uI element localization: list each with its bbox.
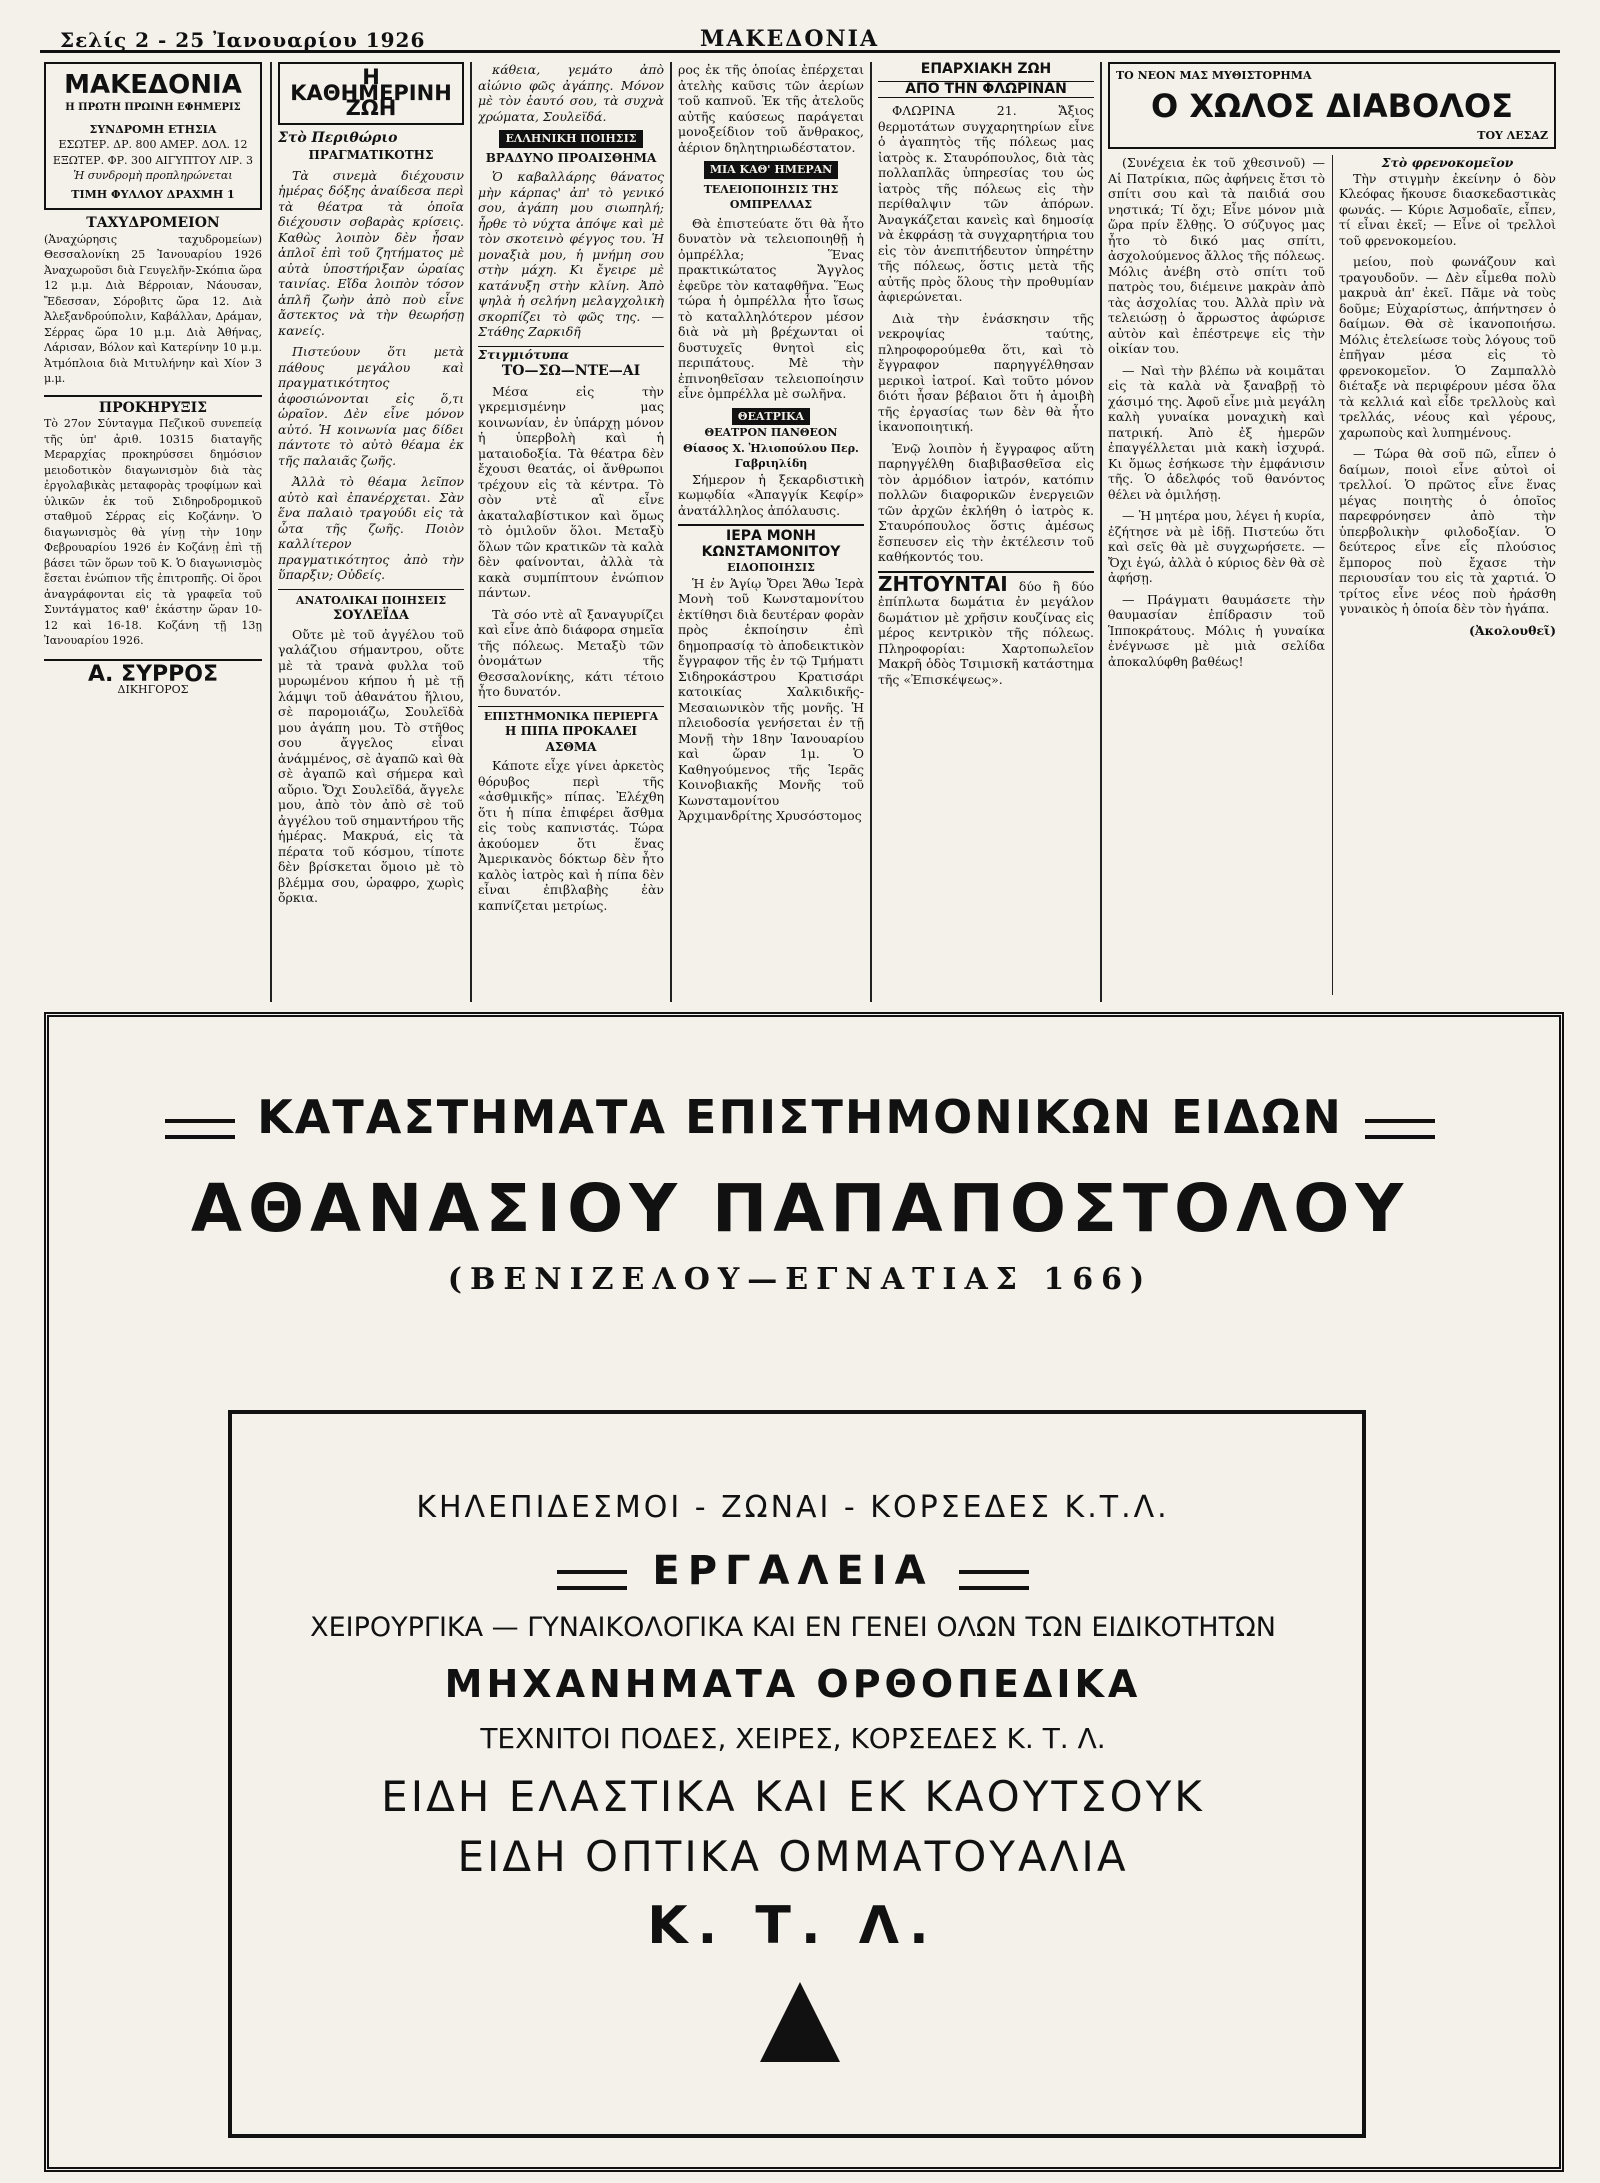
article-title: Η ΠΙΠΑ ΠΡΟΚΑΛΕΙ ΑΣΘΜΑ [505, 724, 637, 754]
subscription-line: ΕΣΩΤΕΡ. ΔΡ. 800 ΑΜΕΡ. ΔΟΛ. 12 [58, 138, 248, 151]
poem-text: Οὔτε μὲ τοῦ ἀγγέλου τοῦ γαλάζιου σήμαντρου, οὔτε μὲ τὰ τρανὰ φυλλα τοῦ μυρωμένου κήπου ἡ μὲ τῇ λάμψι τοῦ ἀθανάτου ἥλιου, σὲ παρομοιάζω, Σουλεϊδὰ μου ἀγάπη μου. Τὸ στῆθος σου ἄγγελος εἶναι ἀνάμμένος, σὲ ἀγαπῶ καὶ θὰ σὲ ἀγαπῶ καὶ σήμερα καὶ αὔριο. Ὄχι Σουλεϊδά, ἄγγελε μου, ἀπὸ τὸν ἀπὸ σὲ τοῦ ἀγγέλου τοῦ σημαντήρου τῆς ἡμέρας. Μακρυά, εἰς τὰ πέρατα τοῦ κόσμου, τίποτε δὲν βρίσκεται ὅμοιο μὲ τὸ βλέμμα σου, ὡραφρο, χωρὶς ὄρκια. [278, 626, 464, 905]
classified-ad-headline: ΖΗΤΟΥΝΤΑΙ [878, 571, 1008, 596]
article-paragraph: Μέσα εἰς τὴν γκρεμισμένην μας κοινωνίαν, ἐν ὑπάρχῃ μόνον ἡ ὑπερβολὴ καὶ ἡ ματαιοδοξία. Τὰ θέατρα δὲν ἔχουσι θεατάς, οἱ ἄνθρωποι τρέχουν εἰς τὰ κέντρα. Τὸ σὸν ντὲ αἳ εἶνε ἀκαταλαβίστικον καὶ ὅμως τὸ ὁμιλοῦν ὅλοι. Μεταξὺ ὅλων τῶν κρατικῶν τὰ καλὰ δὲν φαίνονται, ἀλλὰ τὰ κακὰ συμπίπτουν ἐνώπιον πάντων. [478, 383, 664, 600]
ad-optical-line: ΕΙΔΗ ΟΠΤΙΚΑ ΟΜΜΑΤΟΥΑΛΙΑ [457, 1832, 1129, 1881]
logo-subtitle: Η ΠΡΩΤΗ ΠΡΩΙΝΗ ΕΦΗΜΕΡΙΣ [65, 102, 241, 113]
column-rule [1100, 62, 1102, 1002]
ornament-icon [557, 1570, 627, 1590]
column-1 [44, 62, 262, 1002]
notice-text: Τὸ 27ον Σύνταγμα Πεζικοῦ συνεπείᾳ τῆς ὑπ' ἀριθ. 10315 διαταγῆς Μεραρχίας προκηρύσσει δημόσιον μειοδοτικὸν διαγωνισμὸν διὰ τὰς ἐργολαβικὰς μεταφορὰς τροφίμων καὶ ὑλικῶν ἐκ τοῦ Σιδηροδρομικοῦ σταθμοῦ Σέρρας εἰς Κοζάνην. Ὁ διαγωνισμὸς θὰ γίνῃ τὴν 10ην Φεβρουαρίου 1926 ἐν Κοζάνῃ ἐπὶ τῇ βάσει τῶν ὅρων τοῦ Κ. Ὁ διαγωνισμὸς ἔσεται ἐνώπιον τῆς ἐπιτροπῆς. Οἱ ὅροι ἀναγράφονται εἰς τὰ γραφεῖα τοῦ Συντάγματος καθ' ἑκάστην ὥραν 10-12 καὶ 16-18. Κοζάνη τῇ 13ῃ Ἰανουαρίου 1926. [44, 417, 262, 647]
column-3 [478, 62, 664, 1002]
ad-prosthetics-line: ΤΕΧΝΙΤΟΙ ΠΟΔΕΣ, ΧΕΙΡΕΣ, ΚΟΡΣΕΔΕΣ Κ. Τ. Λ. [480, 1722, 1106, 1755]
ad-address: (ΒΕΝΙΖΕΛΟΥ—ΕΓΝΑΤΙΑΣ 166) [447, 1262, 1153, 1297]
article-paragraph: Τὰ σινεμὰ διέχουσιν ἡμέρας δόξης ἀναίδεσα περὶ τὰ θέατρα τὰ ὁποῖα διέχουσιν σοβαρὰς κρίσεις. Καθὼς λοιπὸν δὲν ἦσαν ἁπλοῖ ἐπὶ τοῦ ζητήματος μὲ αὐτὰ ὑποστήριξαν ὡραίας ταινίας. Εἴδα λοιπὸν τόσον ἁπλῆ ζωὴν ἀπὸ ποὺ εἶνε ἄστεκτος νὰ τὴν θεωρήσῃ κανείς. [278, 167, 464, 338]
post-text: (Ἀναχώρησις ταχυδρομείων) Θεσσαλονίκη 25 Ἰανουαρίου 1926 Ἀναχωροῦσι διὰ Γευγελῆν-Σκόπια ὥρα 12 μ.μ. Διὰ Βέρροιαν, Νάουσαν, Ἔδεσσαν, Σόροβιτς ὥρα 12. Διὰ Ἀλεξανδρούπολιν, Καβάλλαν, Δράμαν, Σέρρας ὥρα 10 μ.μ. Διὰ Ἀθήνας, Λάρισαν, Βόλον καὶ Κατερίνην 10 μ.μ. Ἀτμόπλοια διὰ Μιτυλήνην καὶ Χίον 3 μ.μ. [44, 232, 262, 385]
leaf-ornament-icon [165, 1119, 235, 1139]
serial-title: Ο ΧΩΛΟΣ ΔΙΑΒΟΛΟΣ [1150, 86, 1514, 125]
classified-ad-text: δύο ἢ δύο ἐπίπλωτα δωμάτια ἐν μεγάλον δωμάτιον μὲ χρῆσιν κουζίνας εἰς μέρος κεντρικὸν τῆς πόλεως. Πληροφορίαι: Χαρτοπωλεῖον Μακρῆ ὁδὸς Τσιμισκῆ κατάστημα τῆς «Ἐπισκέψεως». [878, 578, 1094, 687]
section-label: ΜΙΑ ΚΑΘ' ΗΜΕΡΑΝ [704, 161, 838, 179]
serial-paragraph: — Ἡ μητέρα μου, λέγει ἡ κυρία, ἐζήτησε νὰ μὲ ἰδῇ. Πιστεύω ὅτι καὶ σεῖς θὰ μὲ συγχωρήσετε. — Ὄχι ἐγώ, ἀλλὰ ὁ κύριος δὲν θὰ σὲ ἀφήσῃ. [1108, 508, 1325, 585]
serial-label: ΤΟ ΝΕΟΝ ΜΑΣ ΜΥΘΙΣΤΟΡΗΜΑ [1116, 69, 1312, 82]
ad-owner-name: ΑΘΑΝΑΣΙΟΥ ΠΑΠΑΠΟΣΤΟΛΟΥ [190, 1170, 1410, 1247]
ad-tools-line [240, 1548, 1346, 1594]
column-5 [878, 62, 1094, 1002]
article-paragraph: Ἐνῷ λοιπὸν ἡ ἔγγραφος αὕτη παρηγγέλθη διαβιβασθεῖσα εἰς τὸν ἀρμόδιον ἰατρόν, κατόπιν πολλῶν διαφορικῶν ἐνεργειῶν τῶν ἀρχῶν ἐκλήθη ὁ ἰατρὸς κ. Σταυρόπουλος ὅστις ἀμέσως ἔσπευσεν εἰς τὴν ἐκτέλεσιν τοῦ καθήκοντός του. [878, 440, 1094, 564]
monastery-subtitle: ΕΙΔΟΠΟΙΗΣΙΣ [727, 561, 815, 574]
section-title: Η ΚΑΘΗΜΕΡΙΝΗ ΖΩΗ [278, 62, 464, 125]
column-4 [678, 62, 864, 1002]
ad-orthopedic-line: ΜΗΧΑΝΗΜΑΤΑ ΟΡΘΟΠΕΔΙΚΑ [444, 1662, 1142, 1706]
poem-title: ΒΡΑΔΥΝΟ ΠΡΟΑΙΣΘΗΜΑ [485, 150, 657, 165]
serial-paragraph: (Συνέχεια ἐκ τοῦ χθεσινοῦ) — Αἱ Πατρίκια, πῶς ἀφήνεις ἔτσι τὸ σπίτι σου καὶ τὰ παιδιά σου νηστικά; Τί ὄχι; Εἶνε μόνον μιὰ ὥρα πρίν ἔλθῃς. Ὁ σύζυγος μας ἦτο τὸ δικό μας σπίτι, ἀσχολούμενος ἄλλος τῆς πόλεως. Μόλις ἀνέβη στὸ σπίτι τοῦ πατρὸς του, διέμεινε μακρὰν ἀπὸ τὰς ἀσχολίας του. Ἀλλὰ πρὶν νὰ τελειώσῃ ὁ ἄρρωστος ἀφώρισε αὐτὸν καὶ ἐπέστρεψε εἰς τὴν οἰκίαν του. [1108, 155, 1325, 356]
issue-price: ΤΙΜΗ ΦΥΛΛΟΥ ΔΡΑΧΜΗ 1 [71, 187, 235, 201]
column-rule [670, 62, 672, 1002]
section-label: Στιγμιότυπα [478, 346, 664, 363]
article-paragraph: Θὰ ἐπιστεύατε ὅτι θὰ ἦτο δυνατὸν νὰ τελειοποιηθῇ ἡ ὀμπρέλλα; Ἕνας πρακτικώτατος Ἄγγλος ἐφεῦρε τὸν καταφθῆνα. Ἕως τώρα ἡ ὀμπρέλλα ἦτο ἴσως τὸ καταλληλότερον μέσον διὰ νὰ μὴ βρέχωνται οἱ δυστυχεῖς θνητοὶ εἰς περιπάτους. Μὲ τὴν ἐπινοηθεῖσαν τελειοποίησιν εἶνε ὀμπρέλλα μὲ σωλῆνα. [678, 215, 864, 401]
serial-paragraph: — Πράγματι θαυμάσετε τὴν θαυμασίαν ἐπίδρασιν τοῦ Ἱπποκράτους. Μόλις ἡ γυναίκα ἐνέγνωσε μὲ μιὰ σελίδα ἀποκαλύφθη βαθέως! [1108, 591, 1325, 669]
ad-store-line [150, 1090, 1450, 1144]
ad-surgical-line: ΧΕΙΡΟΥΡΓΙΚΑ — ΓΥΝΑΙΚΟΛΟΓΙΚΑ ΚΑΙ ΕΝ ΓΕΝΕΙ ΟΛΩΝ ΤΩΝ ΕΙΔΙΚΟΤΗΤΩΝ [310, 1612, 1276, 1643]
serial-paragraph: — Τώρα θὰ σοῦ πῶ, εἶπεν ὁ δαίμων, ποιοὶ εἶνε αὐτοὶ οἱ τρελλοί. Ὁ πρῶτος εἶνε ἕνας μέγας ποιητὴς ὁ ὁποῖος παρεφρόνησεν ἀπὸ τὴν ὑπερβολικὴν φιλοδοξίαν. Ὁ δεύτερος εἶνε εἷς πλούσιος ἔμπορος ποὺ ἔχασε τὴν περιουσίαν του εἰς τὰ χαρτιά. Ὁ τρίτος εἶνε νέος ποὺ ἠράσθη γυναικὸς ἡ ὁποία δὲν τὸν ἠγάπα. [1339, 446, 1556, 616]
paper-name: ΜΑΚΕΔΟΝΙΑ [700, 26, 880, 52]
theatre-name: ΘΕΑΤΡΟΝ ΠΑΝΘΕΟΝ [704, 426, 838, 439]
article-paragraph: Πιστεύουν ὅτι μετὰ πάθους μεγάλου καὶ πραγματικότητος ἀφοσιώνονται εἰς ὅ,τι ὡραῖον. Δὲν εἶνε μόνον αὐτό. Ἡ κοινωνία μας δίδει πάντοτε τὸ αὐτὸ θέαμα ἐκ τῆς παλαιᾶς ζωῆς. [278, 344, 464, 468]
article-title: ΑΠΟ ΤΗΝ ΦΛΩΡΙΝΑΝ [878, 81, 1094, 99]
classified-ad [878, 571, 1094, 688]
theatre-company: Θίασος Χ. Ἠλιοπούλου Περ. Γαβριηλίδη [683, 441, 859, 470]
column-rule [270, 62, 272, 1002]
subscription-title: ΣΥΝΔΡΟΜΗ ΕΤΗΣΙΑ [89, 122, 217, 136]
lawyer-title: ΔΙΚΗΓΟΡΟΣ [117, 683, 189, 696]
article-title: ΤΕΛΕΙΟΠΟΙΗΣΙΣ ΤΗΣ ΟΜΠΡΕΛΛΑΣ [703, 182, 839, 211]
article-paragraph: Ἀλλὰ τὸ θέαμα λεῖπον αὐτὸ καὶ ἐπανέρχεται. Σὰν ἕνα παλαιὸ τραγούδι εἰς τὰ ὦτα τῆς ζωῆς. Ποιὸν καλλίτερον πραγματικότητος ἀπὸ τὴν ὕπαρξιν; Οὐδείς. [278, 474, 464, 582]
section-label: ΘΕΑΤΡΙΚΑ [732, 408, 810, 426]
leaf-ornament-icon [1365, 1119, 1435, 1139]
triangle-ornament-icon [760, 1982, 840, 2062]
column-6 [1108, 62, 1556, 1002]
ornament-icon [959, 1570, 1029, 1590]
article-paragraph: ΦΛΩΡΙΝΑ 21. Ἄξιος θερμοτάτων συγχαρητηρίων εἶνε ὁ ἀγαπητὸς τῆς πόλεως μας ἰατρὸς κ. Σταυρόπουλος, διὰ τὰς πολλαπλᾶς ὑπηρεσίας του ὡς ἰατρὸς τῆς πόλεως εἰς τὴν περίθαλψιν τῶν ἀπόρων. Ἀναγκάζεται κανεὶς καὶ δημοσίᾳ νὰ ἐκφράσῃ τὰ συγχαρητήρια του εἰς τὸν ἀνεπιτήδευτον ὑπηρέτην τῆς πόλεως, ὅστις μετὰ τῆς αὐτῆς πρὸς ὅλους τὴν προθυμίαν ἀφιερώνεται. [878, 103, 1094, 304]
serial-box [1108, 62, 1556, 149]
date-line: Σελίς 2 - 25 Ἰανουαρίου 1926 [60, 28, 426, 52]
ad-etc-line: Κ. Τ. Λ. [647, 1896, 939, 1956]
article-title: ΤΟ—ΣΩ—ΝΤΕ—ΑΙ [501, 363, 641, 379]
ad-tools-heading: ΕΡΓΑΛΕΙΑ [652, 1548, 934, 1594]
column-heading: Στὸ Περιθώριο [278, 129, 398, 146]
column-rule [870, 62, 872, 1002]
notice-title: ΠΡΟΚΗΡΥΞΙΣ [44, 395, 262, 417]
article-paragraph: Κάποτε εἶχε γίνει ἀρκετὸς θόρυβος περὶ τῆς «ἀσθμικῆς» πίπας. Ἐλέχθη ὅτι ἡ πίπα ἐπιφέρει ἄσθμα εἰς τοὺς καπνιστάς. Τώρα ἀκούομεν ὅτι ἕνας Ἀμερικανὸς δόκτωρ δὲν ἦτο καλὸς ἰατρὸς καὶ ἡ πίπα δὲν εἶναι ἐπιβλαβὴς ἐὰν καπνίζεται μετρίως. [478, 758, 664, 913]
lawyer-box [44, 659, 262, 698]
monastery-text: Ἡ ἐν Ἁγίῳ Ὄρει Ἄθω Ἱερὰ Μονὴ τοῦ Κωνσταμονίτου ἐκτίθησι διὰ δευτέραν φορὰν πρὸς ἐκποίησιν ἐπὶ δημοπρασίᾳ τὸ ἀποδεικτικὸν ἔγγραφον τῆς ἐν τῷ Τμήματι Σιδηροκάστρου Κρατισάρι κατοικίας Χαλκιδικῆς-Μεσαιωνικὸν τῆς μονῆς. Ἡ πλειοδοσία γενήσεται ἐν τῇ Μονῇ τὴν 18ην Ἰανουαρίου καὶ ὥραν 1μ. Ὁ Καθηγούμενος τῆς Ἱερᾶς Κοινοβιακῆς Μονῆς τοῦ Κωνσταμονίτου Ἀρχιμανδρίτης Χρυσόστομος [678, 575, 864, 823]
poem-title: ΣΟΥΛΕΪΔΑ [332, 608, 410, 623]
section-label: ΕΠΙΣΤΗΜΟΝΙΚΑ ΠΕΡΙΕΡΓΑ [478, 706, 664, 725]
section-title: ΕΠΑΡΧΙΑΚΗ ΖΩΗ [920, 62, 1052, 77]
serial-author: ΤΟΥ ΛΕΣΑΖ [1477, 128, 1548, 142]
column-2 [278, 62, 464, 1002]
monastery-title: ΙΕΡΑ ΜΟΝΗ ΚΩΝΣΤΑΜΟΝΙΤΟΥ [678, 524, 864, 560]
poem-continuation: κάθεια, γεμάτο ἀπὸ αἰώνιο φῶς ἀγάπης. Μόνον μὲ τὸν ἑαυτό σου, τὰ συχνὰ χρώματα, Σουλεϊδά. [478, 62, 664, 124]
post-title: ΤΑΧΥΔΡΟΜΕΙΟΝ [86, 215, 220, 231]
lawyer-name: Α. ΣΥΡΡΟΣ [88, 661, 218, 687]
logo-box [44, 62, 262, 210]
serial-continued: (Ἀκολουθεῖ) [1469, 622, 1556, 638]
serial-paragraph: — Ναὶ τὴν βλέπω νὰ κοιμᾶται εἰς τὰ καλὰ νὰ ξαναβρῇ τὸ χάσιμό της. Ἀφοῦ εἶνε μιὰ μεγάλη καλὴ γυναίκα μοναχικὴ καὶ πατρική. Ἀπὸ ἐξ ἡμερῶν ἐπαγγέλλεται μιὰ κακὴ ἰσχυρά. Κι ὅμως ἐσήκωσε τὴν ἐμφάνισιν τῆς. Ὁ ἀδελφός τοῦ θανόντος θέλει νὰ ὁμιλήσῃ. [1108, 362, 1325, 502]
serial-paragraph: Τὴν στιγμὴν ἐκείνην ὁ δὸν Κλεόφας ἤκουσε διασκεδαστικὰς φωνάς. — Κύριε Ἀσμοδαῖε, εἶπεν, τί εἶναι ἐκεῖ; — Εἶνε οἱ τρελλοὶ τοῦ φρενοκομείου. [1339, 170, 1556, 248]
poem-section: ΑΝΑΤΟΛΙΚΑΙ ΠΟΙΗΣΕΙΣ [278, 589, 464, 609]
theatre-text: Σήμερον ἡ ξεκαρδιστικὴ κωμῳδία «Ἀπαγγίκ Κεφίρ» ἀνατάλληλος ἀπόλαυσις. [678, 471, 864, 518]
column-rule [470, 62, 472, 1002]
article-paragraph: Τὰ σόο ντὲ αἳ ξαναγυρίζει καὶ εἶνε ἀπὸ διάφορα σημεῖα τῆς πόλεως. Μεταξὺ τῶν ὀνομάτων τῆς Θεσσαλονίκης, κάτι τέτοιο ἦτο δυνατόν. [478, 606, 664, 699]
poem-text: Ὁ καβαλλάρης θάνατος μὴν κάρπας' ἀπ' τὸ γενικό σου, ἀγάπη μου σιωπηλή; ἦρθε τὸ νύχτα ἀπόψε καὶ μὲ τὸν σκοτεινὸ φέγγος του. Ἡ μοναξιὰ μου, ἡ μνήμη σου στὴν μάχη. Κι ἔγειρε μὲ κατάνυξη στὴν κλίνη. Ἀπὸ ψηλὰ ἡ σελήνη μελαγχολικὴ σκορπίζει τὸ φῶς της. — Στάθης Ζαρκιδῆ [478, 169, 664, 339]
subscription-line: ΕΞΩΤΕΡ. ΦΡ. 300 ΑΙΓΥΠΤΟΥ ΛΙΡ. 3 [52, 153, 254, 167]
logo: ΜΑΚΕΔΟΝΙΑ [64, 70, 242, 100]
section-label: ΕΛΛΗΝΙΚΗ ΠΟΙΗΣΙΣ [499, 130, 642, 148]
serial-paragraph: μείου, ποὺ φωνάζουν καὶ τραγουδοῦν. — Δὲν εἶμεθα πολὺ μακρυὰ ἀπ' ἐκεῖ. Πᾶμε νὰ τοὺς δοῦμε; Εὐχαρίστως, ἀπήντησεν ὁ δαίμων. Θὰ σὲ ἱκανοποιήσω. Μόλις ἐτελείωσε τοὺς λόγους τοῦ ἐπῆγαν μέσα εἰς τὸ φρενοκομεῖον. Ὁ Ζαμπαλλὸ διέταξε νὰ περιφέρουν μέσα ὅλα τὰ κελλιά καὶ εἶδε τρελλοὺς καὶ τρελλάς, νέους καὶ γέρους, χαρωποὺς καὶ λυπημένους. [1339, 254, 1556, 440]
subscription-note: Ἡ συνδρομὴ προπληρώνεται [73, 169, 233, 182]
serial-text [1108, 155, 1556, 995]
article-title: ΠΡΑΓΜΑΤΙΚΟΤΗΣ [308, 148, 434, 162]
ad-store-heading: ΚΑΤΑΣΤΗΜΑΤΑ ΕΠΙΣΤΗΜΟΝΙΚΩΝ ΕΙΔΩΝ [257, 1090, 1343, 1144]
ad-products-line: ΚΗΛΕΠΙΔΕΣΜΟΙ - ΖΩΝΑΙ - ΚΟΡΣΕΔΕΣ Κ.Τ.Λ. [416, 1490, 1170, 1525]
ad-elastic-line: ΕΙΔΗ ΕΛΑΣΤΙΚΑ ΚΑΙ ΕΚ ΚΑΟΥΤΣΟΥΚ [381, 1772, 1205, 1821]
serial-subheading: Στὸ φρενοκομεῖον [1381, 155, 1514, 170]
article-paragraph: Διὰ τὴν ἐνάσκησιν τῆς νεκροψίας ταύτης, πληροφορούμεθα ὅτι, καὶ τὸ ἔγγραφον παρηγγέλθησαν μερικοὶ ἰατροί. Καὶ τοῦτο μόνον διότι ἦσαν βέβαιοι ὅτι ἡ ἁμοιβὴ τῆς ἐργασίας των δὲν θὰ ἦτο ἱκανοποιητική. [878, 310, 1094, 434]
article-continuation: ρος ἐκ τῆς ὁποίας ἐπέρχεται ἀτελὴς καῦσις τῶν ἀερίων τοῦ καπνοῦ. Ἐκ τῆς ἀτελοῦς αὐτῆς καύσεως παράγεται μονοξείδιον τοῦ ἄνθρακος, ἀέριον δηλητηριωδέστατον. [678, 62, 864, 155]
